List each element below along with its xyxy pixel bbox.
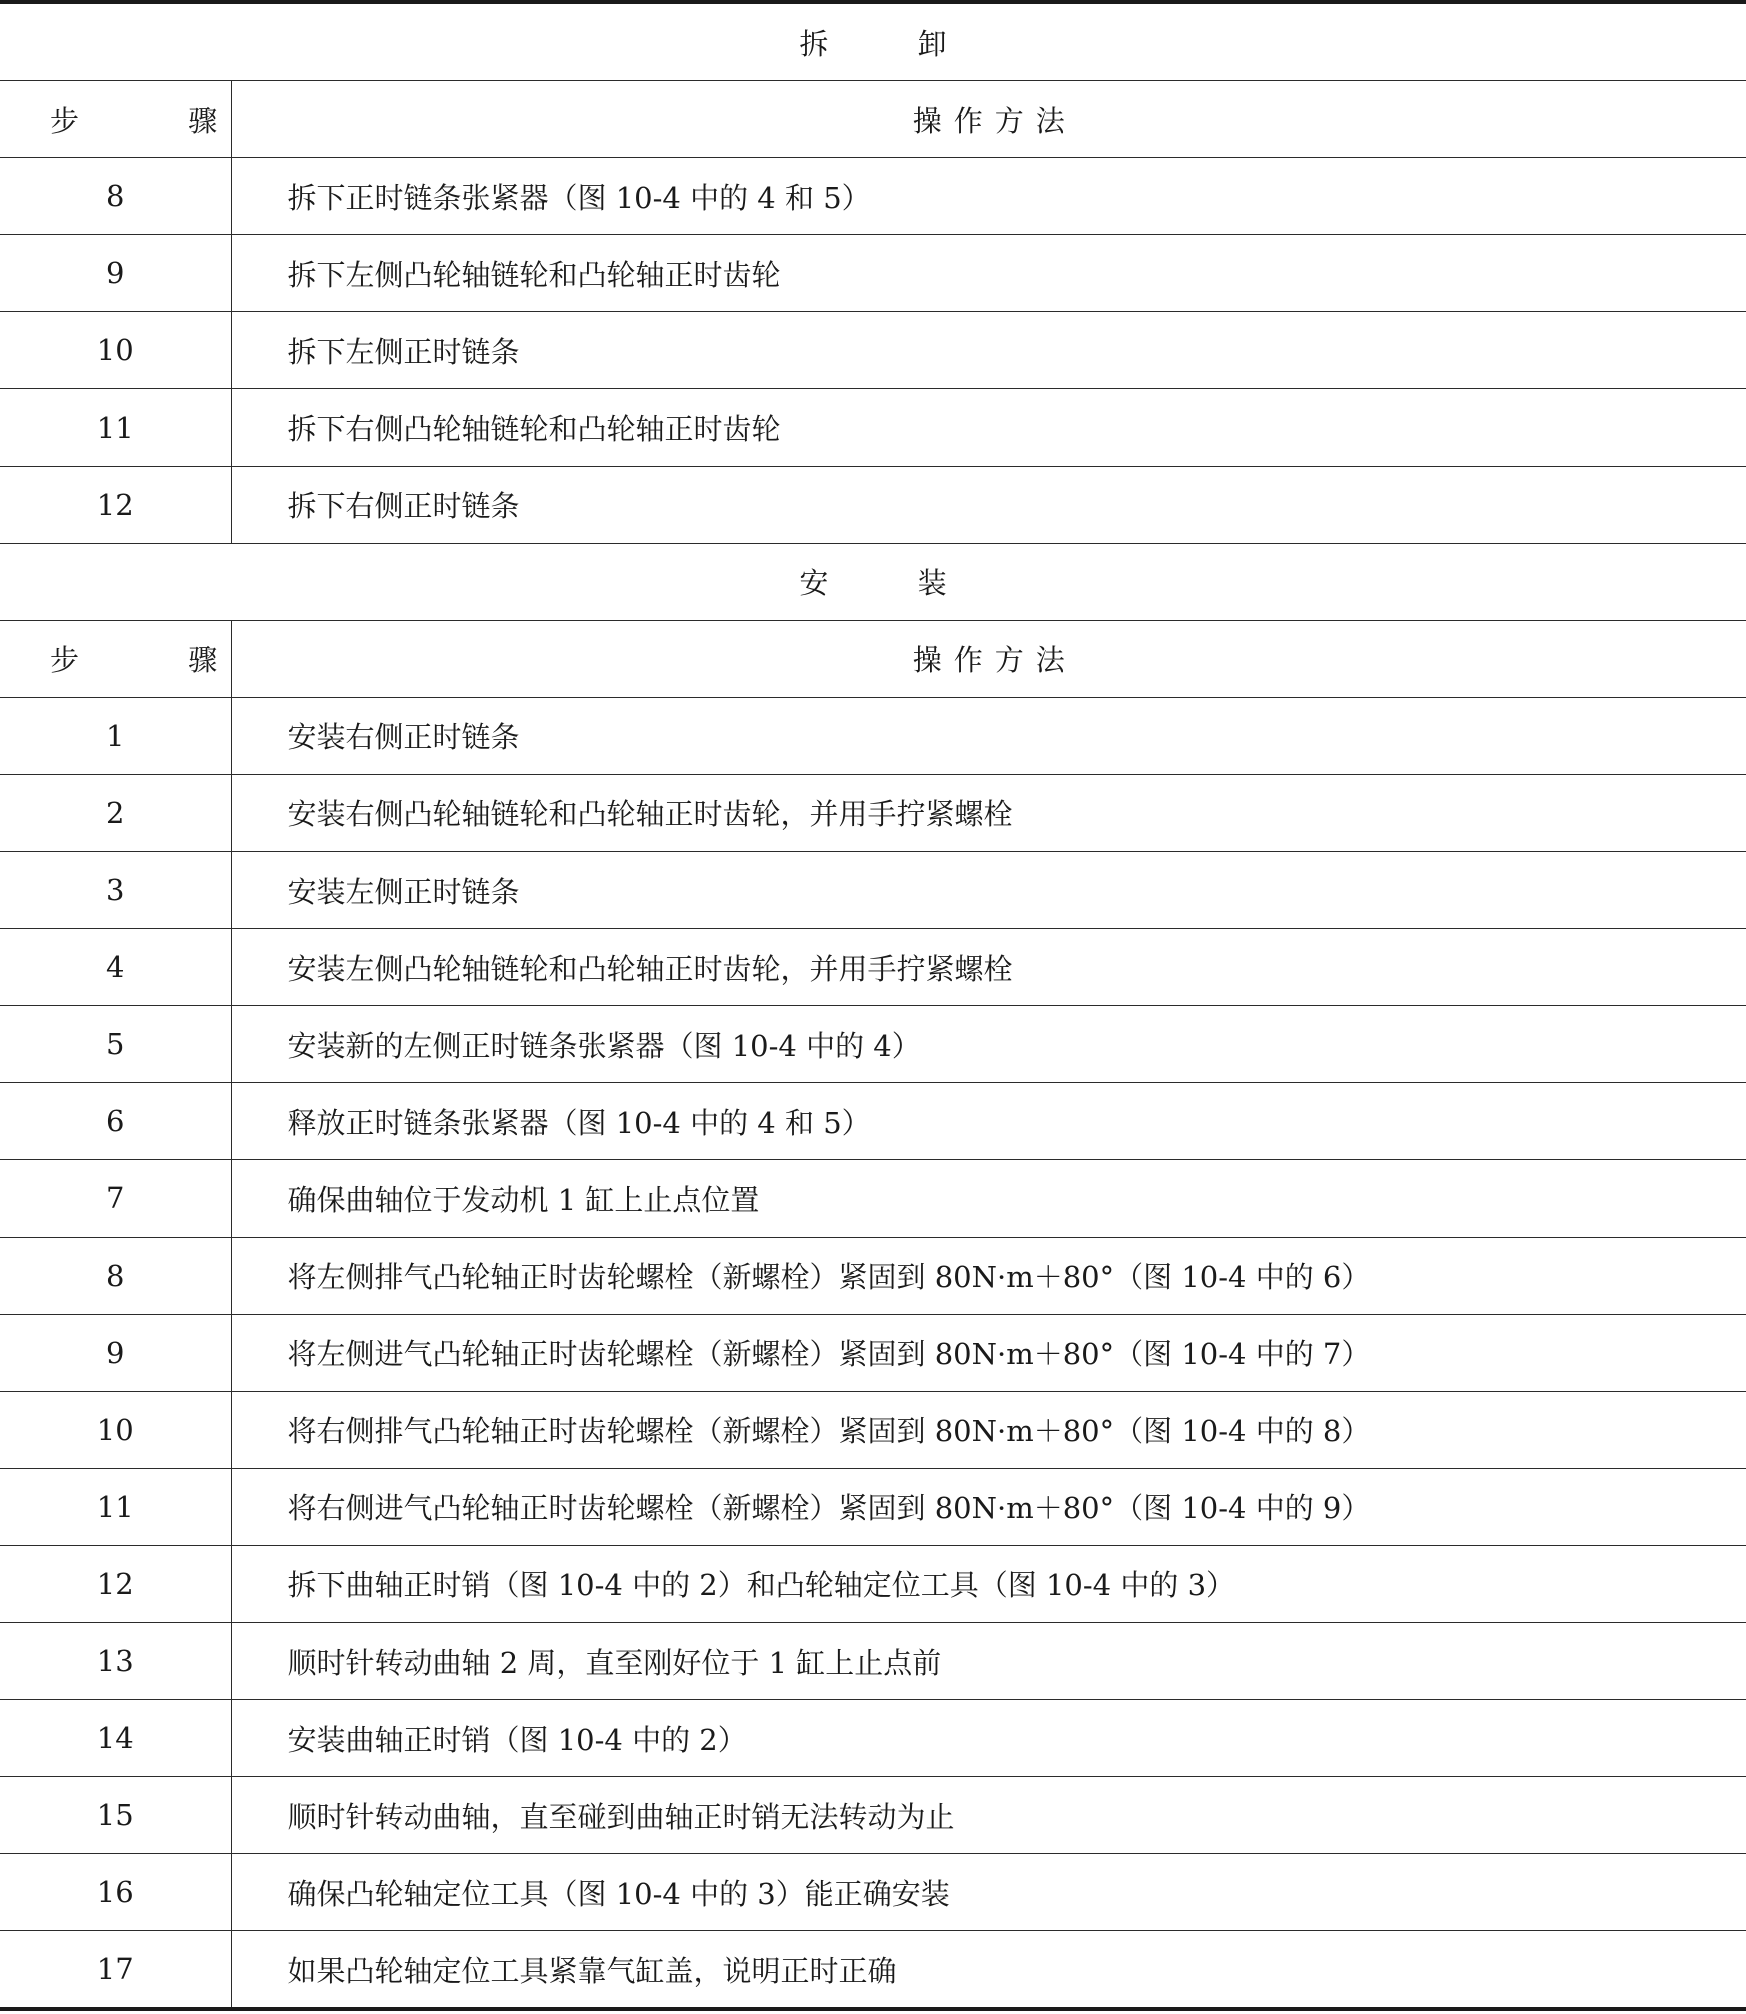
step-description: 安装右侧正时链条 [231, 697, 1746, 774]
table-row [0, 1931, 1746, 2010]
step-number: 11 [0, 389, 231, 466]
table-row [0, 312, 1746, 389]
table-row [0, 697, 1746, 774]
step-description: 安装新的左侧正时链条张紧器（图 10-4 中的 4） [231, 1006, 1746, 1083]
table-row [0, 1700, 1746, 1777]
step-description: 将右侧进气凸轮轴正时齿轮螺栓（新螺栓）紧固到 80N·m＋80°（图 10-4 中的 9） [231, 1468, 1746, 1545]
table-row [0, 1391, 1746, 1468]
method-column-header: 操作方法 [231, 620, 1746, 697]
step-number: 6 [0, 1083, 231, 1160]
column-header-row [0, 620, 1746, 697]
step-description: 拆下右侧正时链条 [231, 466, 1746, 543]
step-number: 8 [0, 1237, 231, 1314]
step-description: 如果凸轮轴定位工具紧靠气缸盖，说明正时正确 [231, 1931, 1746, 2010]
table-row [0, 1083, 1746, 1160]
step-number: 2 [0, 774, 231, 851]
step-number: 12 [0, 1545, 231, 1622]
section-title: 安 装 [0, 543, 1746, 620]
step-number: 13 [0, 1622, 231, 1699]
table-row [0, 1854, 1746, 1931]
step-number: 15 [0, 1777, 231, 1854]
procedure-table-body [0, 2, 1746, 2009]
table-row [0, 235, 1746, 312]
step-number: 4 [0, 929, 231, 1006]
step-description: 确保曲轴位于发动机 1 缸上止点位置 [231, 1160, 1746, 1237]
section-title: 拆 卸 [0, 2, 1746, 81]
section-title-row [0, 2, 1746, 81]
step-description: 拆下左侧凸轮轴链轮和凸轮轴正时齿轮 [231, 235, 1746, 312]
step-description: 顺时针转动曲轴 2 周，直至刚好位于 1 缸上止点前 [231, 1622, 1746, 1699]
step-description: 安装曲轴正时销（图 10-4 中的 2） [231, 1700, 1746, 1777]
table-row [0, 389, 1746, 466]
step-description: 将右侧排气凸轮轴正时齿轮螺栓（新螺栓）紧固到 80N·m＋80°（图 10-4 中的 8） [231, 1391, 1746, 1468]
table-row [0, 1468, 1746, 1545]
step-number: 10 [0, 312, 231, 389]
step-description: 安装左侧凸轮轴链轮和凸轮轴正时齿轮，并用手拧紧螺栓 [231, 929, 1746, 1006]
table-row [0, 1314, 1746, 1391]
step-number: 9 [0, 1314, 231, 1391]
step-number: 7 [0, 1160, 231, 1237]
step-description: 拆下正时链条张紧器（图 10-4 中的 4 和 5） [231, 158, 1746, 235]
step-description: 将左侧排气凸轮轴正时齿轮螺栓（新螺栓）紧固到 80N·m＋80°（图 10-4 中的 6） [231, 1237, 1746, 1314]
table-row [0, 1777, 1746, 1854]
step-description: 拆下曲轴正时销（图 10-4 中的 2）和凸轮轴定位工具（图 10-4 中的 3） [231, 1545, 1746, 1622]
table-row [0, 158, 1746, 235]
step-number: 8 [0, 158, 231, 235]
column-header-row [0, 81, 1746, 158]
table-row [0, 1237, 1746, 1314]
method-column-header: 操作方法 [231, 81, 1746, 158]
step-description: 顺时针转动曲轴，直至碰到曲轴正时销无法转动为止 [231, 1777, 1746, 1854]
section-title-row [0, 543, 1746, 620]
table-row [0, 1006, 1746, 1083]
step-description: 安装左侧正时链条 [231, 852, 1746, 929]
step-number: 9 [0, 235, 231, 312]
step-number: 16 [0, 1854, 231, 1931]
step-number: 12 [0, 466, 231, 543]
step-number: 5 [0, 1006, 231, 1083]
table-row [0, 466, 1746, 543]
table-row [0, 1622, 1746, 1699]
step-column-header: 步 骤 [0, 620, 231, 697]
table-row [0, 852, 1746, 929]
step-number: 17 [0, 1931, 231, 2010]
step-description: 安装右侧凸轮轴链轮和凸轮轴正时齿轮，并用手拧紧螺栓 [231, 774, 1746, 851]
step-number: 3 [0, 852, 231, 929]
table-row [0, 774, 1746, 851]
step-description: 拆下右侧凸轮轴链轮和凸轮轴正时齿轮 [231, 389, 1746, 466]
step-number: 11 [0, 1468, 231, 1545]
step-number: 10 [0, 1391, 231, 1468]
step-number: 14 [0, 1700, 231, 1777]
step-number: 1 [0, 697, 231, 774]
table-row [0, 1545, 1746, 1622]
table-row [0, 929, 1746, 1006]
step-description: 确保凸轮轴定位工具（图 10-4 中的 3）能正确安装 [231, 1854, 1746, 1931]
step-column-header: 步 骤 [0, 81, 231, 158]
step-description: 将左侧进气凸轮轴正时齿轮螺栓（新螺栓）紧固到 80N·m＋80°（图 10-4 中的 7） [231, 1314, 1746, 1391]
step-description: 释放正时链条张紧器（图 10-4 中的 4 和 5） [231, 1083, 1746, 1160]
table-row [0, 1160, 1746, 1237]
step-description: 拆下左侧正时链条 [231, 312, 1746, 389]
